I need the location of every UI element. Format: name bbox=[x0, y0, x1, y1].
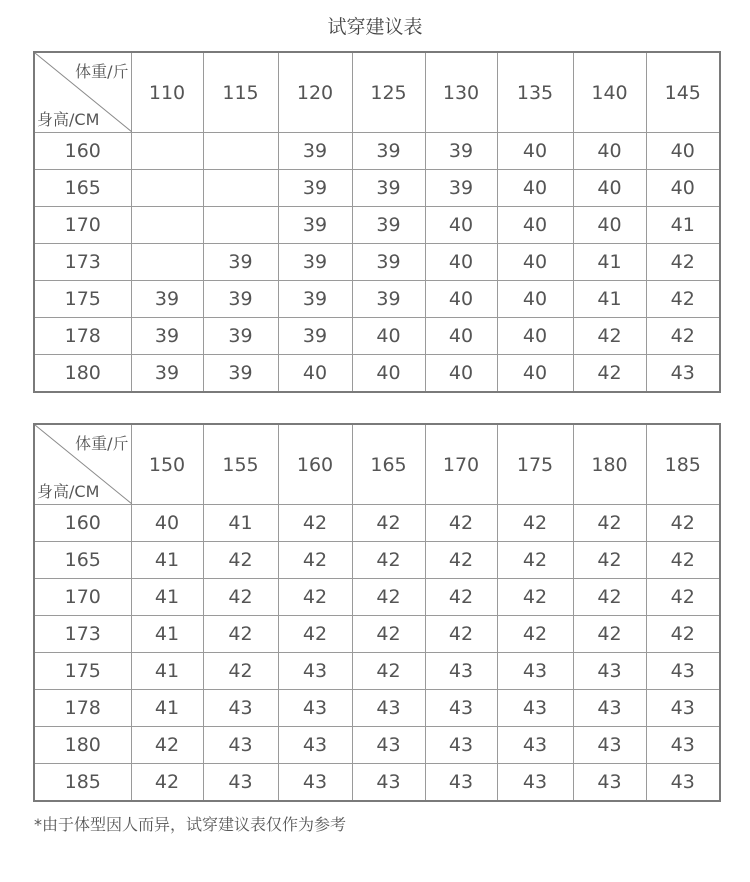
size-cell: 43 bbox=[278, 690, 352, 727]
size-cell: 40 bbox=[573, 133, 646, 170]
size-cell: 42 bbox=[497, 616, 573, 653]
table-row bbox=[34, 764, 720, 802]
footnote: *由于体型因人而异，试穿建议表仅作为参考 bbox=[34, 815, 347, 834]
size-cell: 42 bbox=[573, 542, 646, 579]
size-cell: 43 bbox=[425, 764, 497, 802]
size-cell: 43 bbox=[497, 690, 573, 727]
size-cell: 43 bbox=[573, 690, 646, 727]
size-cell: 39 bbox=[425, 133, 497, 170]
table-row bbox=[34, 318, 720, 355]
size-cell bbox=[131, 244, 203, 281]
size-cell bbox=[203, 133, 278, 170]
size-cell: 42 bbox=[278, 579, 352, 616]
size-cell: 43 bbox=[497, 653, 573, 690]
size-cell: 41 bbox=[131, 542, 203, 579]
size-cell: 42 bbox=[573, 355, 646, 393]
size-cell: 40 bbox=[425, 355, 497, 393]
size-cell: 43 bbox=[278, 764, 352, 802]
size-cell: 42 bbox=[278, 505, 352, 542]
size-cell: 41 bbox=[573, 244, 646, 281]
weight-header: 150 bbox=[131, 424, 203, 505]
height-cell: 178 bbox=[34, 318, 131, 355]
height-cell: 160 bbox=[34, 505, 131, 542]
size-cell: 41 bbox=[573, 281, 646, 318]
size-cell: 40 bbox=[573, 170, 646, 207]
size-cell: 41 bbox=[131, 653, 203, 690]
weight-header: 185 bbox=[646, 424, 720, 505]
table-row bbox=[34, 505, 720, 542]
size-cell: 42 bbox=[646, 505, 720, 542]
size-cell: 40 bbox=[425, 244, 497, 281]
height-cell: 180 bbox=[34, 727, 131, 764]
size-cell: 42 bbox=[646, 244, 720, 281]
size-cell: 40 bbox=[497, 244, 573, 281]
size-cell bbox=[131, 133, 203, 170]
size-cell: 40 bbox=[278, 355, 352, 393]
size-cell: 39 bbox=[278, 133, 352, 170]
size-cell: 42 bbox=[203, 653, 278, 690]
size-cell: 43 bbox=[646, 653, 720, 690]
table-row bbox=[34, 542, 720, 579]
size-cell: 43 bbox=[352, 764, 425, 802]
size-cell bbox=[131, 170, 203, 207]
size-cell: 42 bbox=[203, 542, 278, 579]
size-cell: 41 bbox=[646, 207, 720, 244]
size-cell: 42 bbox=[278, 616, 352, 653]
table-row bbox=[34, 281, 720, 318]
table-row bbox=[34, 727, 720, 764]
table-row bbox=[34, 207, 720, 244]
size-cell: 39 bbox=[203, 244, 278, 281]
height-cell: 170 bbox=[34, 579, 131, 616]
size-cell: 42 bbox=[352, 653, 425, 690]
size-cell: 42 bbox=[573, 616, 646, 653]
size-cell: 40 bbox=[425, 318, 497, 355]
size-cell: 42 bbox=[646, 318, 720, 355]
weight-header: 125 bbox=[352, 52, 425, 133]
size-cell: 39 bbox=[352, 133, 425, 170]
weight-header: 175 bbox=[497, 424, 573, 505]
height-axis-label: 身高/CM bbox=[37, 482, 100, 501]
size-cell: 42 bbox=[497, 542, 573, 579]
size-cell: 43 bbox=[425, 690, 497, 727]
weight-header: 155 bbox=[203, 424, 278, 505]
table-row bbox=[34, 690, 720, 727]
size-cell: 42 bbox=[646, 281, 720, 318]
size-cell: 43 bbox=[203, 764, 278, 802]
size-cell: 43 bbox=[646, 727, 720, 764]
size-cell: 39 bbox=[203, 281, 278, 318]
height-cell: 175 bbox=[34, 653, 131, 690]
height-cell: 165 bbox=[34, 542, 131, 579]
size-cell: 43 bbox=[278, 653, 352, 690]
size-cell: 40 bbox=[497, 281, 573, 318]
weight-axis-label: 体重/斤 bbox=[75, 434, 129, 453]
size-cell bbox=[203, 170, 278, 207]
size-cell: 42 bbox=[131, 764, 203, 802]
size-table-1 bbox=[33, 51, 721, 393]
weight-header: 140 bbox=[573, 52, 646, 133]
size-cell: 43 bbox=[573, 764, 646, 802]
size-cell: 39 bbox=[278, 244, 352, 281]
size-cell: 39 bbox=[278, 281, 352, 318]
corner-cell bbox=[34, 424, 131, 505]
height-cell: 173 bbox=[34, 244, 131, 281]
size-cell: 39 bbox=[352, 207, 425, 244]
size-cell: 39 bbox=[278, 170, 352, 207]
size-cell: 42 bbox=[425, 579, 497, 616]
table-row bbox=[34, 616, 720, 653]
size-cell: 40 bbox=[425, 281, 497, 318]
table-row bbox=[34, 355, 720, 393]
height-cell: 180 bbox=[34, 355, 131, 393]
header-row bbox=[34, 52, 720, 133]
size-cell: 43 bbox=[497, 764, 573, 802]
size-cell: 40 bbox=[497, 318, 573, 355]
size-cell: 43 bbox=[352, 727, 425, 764]
size-cell: 40 bbox=[497, 355, 573, 393]
size-cell: 42 bbox=[203, 616, 278, 653]
size-cell: 39 bbox=[278, 318, 352, 355]
size-cell: 42 bbox=[646, 579, 720, 616]
size-cell: 42 bbox=[573, 318, 646, 355]
size-cell: 42 bbox=[131, 727, 203, 764]
size-cell: 42 bbox=[352, 542, 425, 579]
weight-header: 135 bbox=[497, 52, 573, 133]
height-cell: 185 bbox=[34, 764, 131, 802]
size-table-2 bbox=[33, 423, 721, 802]
page-title: 试穿建议表 bbox=[327, 16, 423, 38]
size-cell: 43 bbox=[203, 690, 278, 727]
weight-header: 165 bbox=[352, 424, 425, 505]
height-cell: 178 bbox=[34, 690, 131, 727]
size-cell bbox=[131, 207, 203, 244]
size-cell: 39 bbox=[278, 207, 352, 244]
size-cell: 39 bbox=[131, 281, 203, 318]
size-cell: 43 bbox=[425, 727, 497, 764]
size-cell: 39 bbox=[203, 355, 278, 393]
size-cell: 43 bbox=[573, 727, 646, 764]
size-cell: 42 bbox=[573, 579, 646, 616]
size-cell: 42 bbox=[278, 542, 352, 579]
size-cell: 42 bbox=[573, 505, 646, 542]
size-cell: 43 bbox=[497, 727, 573, 764]
size-cell: 39 bbox=[203, 318, 278, 355]
height-cell: 170 bbox=[34, 207, 131, 244]
size-cell: 40 bbox=[352, 355, 425, 393]
height-cell: 175 bbox=[34, 281, 131, 318]
weight-header: 180 bbox=[573, 424, 646, 505]
size-cell: 41 bbox=[131, 690, 203, 727]
size-cell bbox=[203, 207, 278, 244]
size-cell: 40 bbox=[425, 207, 497, 244]
size-cell: 42 bbox=[352, 505, 425, 542]
size-cell: 43 bbox=[278, 727, 352, 764]
size-cell: 42 bbox=[203, 579, 278, 616]
height-cell: 160 bbox=[34, 133, 131, 170]
weight-header: 115 bbox=[203, 52, 278, 133]
size-cell: 40 bbox=[352, 318, 425, 355]
size-cell: 41 bbox=[131, 616, 203, 653]
size-cell: 42 bbox=[352, 616, 425, 653]
header-row bbox=[34, 424, 720, 505]
size-cell: 40 bbox=[646, 170, 720, 207]
corner-cell bbox=[34, 52, 131, 133]
size-cell: 42 bbox=[425, 616, 497, 653]
size-cell: 42 bbox=[425, 505, 497, 542]
table-row bbox=[34, 133, 720, 170]
size-cell: 39 bbox=[425, 170, 497, 207]
weight-header: 130 bbox=[425, 52, 497, 133]
size-cell: 41 bbox=[131, 579, 203, 616]
size-cell: 40 bbox=[497, 207, 573, 244]
weight-header: 160 bbox=[278, 424, 352, 505]
size-cell: 40 bbox=[497, 133, 573, 170]
size-cell: 39 bbox=[352, 170, 425, 207]
weight-header: 170 bbox=[425, 424, 497, 505]
weight-axis-label: 体重/斤 bbox=[75, 62, 129, 81]
table-row bbox=[34, 579, 720, 616]
size-cell: 40 bbox=[131, 505, 203, 542]
size-cell: 43 bbox=[573, 653, 646, 690]
size-cell: 43 bbox=[646, 690, 720, 727]
size-cell: 43 bbox=[425, 653, 497, 690]
size-cell: 42 bbox=[646, 616, 720, 653]
table-row bbox=[34, 170, 720, 207]
table-row bbox=[34, 653, 720, 690]
size-cell: 42 bbox=[425, 542, 497, 579]
size-cell: 40 bbox=[573, 207, 646, 244]
size-cell: 40 bbox=[497, 170, 573, 207]
size-cell: 43 bbox=[646, 355, 720, 393]
size-cell: 42 bbox=[352, 579, 425, 616]
size-cell: 42 bbox=[497, 579, 573, 616]
size-cell: 39 bbox=[131, 318, 203, 355]
size-cell: 43 bbox=[646, 764, 720, 802]
size-cell: 39 bbox=[131, 355, 203, 393]
size-cell: 40 bbox=[646, 133, 720, 170]
height-axis-label: 身高/CM bbox=[37, 110, 100, 129]
height-cell: 173 bbox=[34, 616, 131, 653]
size-cell: 39 bbox=[352, 281, 425, 318]
size-cell: 41 bbox=[203, 505, 278, 542]
weight-header: 145 bbox=[646, 52, 720, 133]
size-cell: 42 bbox=[497, 505, 573, 542]
weight-header: 110 bbox=[131, 52, 203, 133]
size-cell: 43 bbox=[352, 690, 425, 727]
size-cell: 42 bbox=[646, 542, 720, 579]
weight-header: 120 bbox=[278, 52, 352, 133]
height-cell: 165 bbox=[34, 170, 131, 207]
size-cell: 43 bbox=[203, 727, 278, 764]
table-row bbox=[34, 244, 720, 281]
size-cell: 39 bbox=[352, 244, 425, 281]
